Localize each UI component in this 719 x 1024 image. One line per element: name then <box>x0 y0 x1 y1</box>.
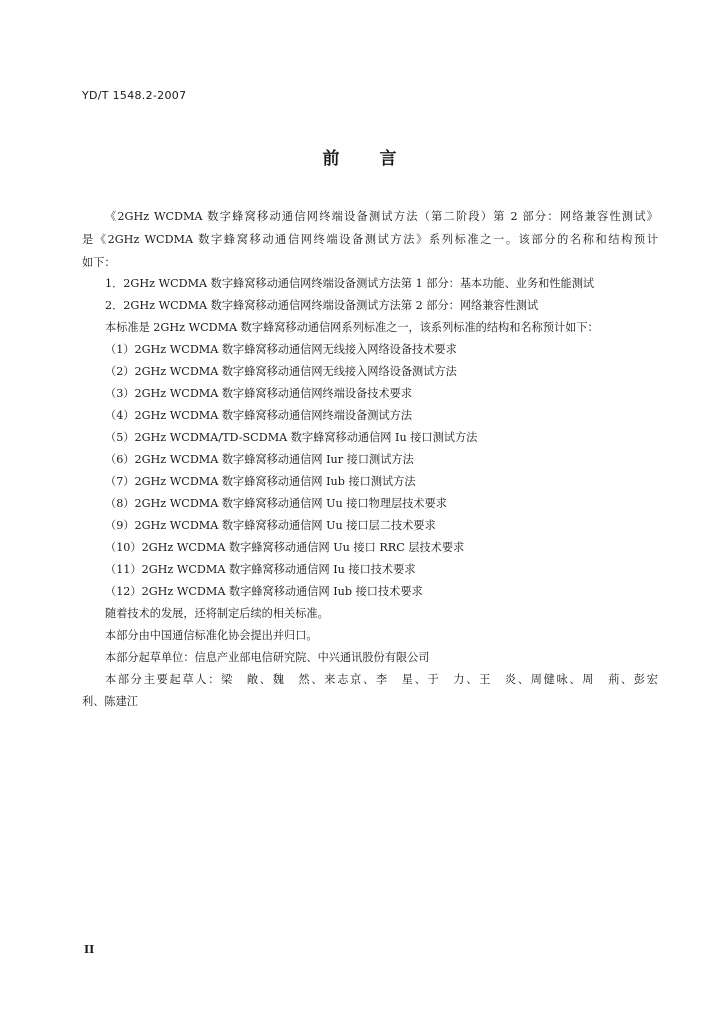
series-item-10: （10）2GHz WCDMA 数字蜂窝移动通信网 Uu 接口 RRC 层技术要求 <box>105 541 465 554</box>
intro-line-3: 如下： <box>82 256 116 269</box>
series-item-4: （4）2GHz WCDMA 数字蜂窝移动通信网终端设备测试方法 <box>105 409 413 422</box>
part-item-2: 2．2GHz WCDMA 数字蜂窝移动通信网终端设备测试方法第 2 部分：网络兼容性测试 <box>105 299 539 312</box>
series-item-7: （7）2GHz WCDMA 数字蜂窝移动通信网 Iub 接口测试方法 <box>105 475 416 488</box>
drafting-units: 本部分起草单位：信息产业部电信研究院、中兴通讯股份有限公司 <box>105 651 430 664</box>
series-item-9: （9）2GHz WCDMA 数字蜂窝移动通信网 Uu 接口层二技术要求 <box>105 519 436 532</box>
series-intro: 本标准是 2GHz WCDMA 数字蜂窝移动通信网系列标准之一，该系列标准的结构和名称预计如下： <box>105 321 599 334</box>
part-item-1: 1．2GHz WCDMA 数字蜂窝移动通信网终端设备测试方法第 1 部分：基本功能、业务和性能测试 <box>105 277 595 290</box>
drafters-line-2: 利、陈建江 <box>82 695 138 708</box>
series-item-12: （12）2GHz WCDMA 数字蜂窝移动通信网 Iub 接口技术要求 <box>105 585 423 598</box>
closing-line-1: 随着技术的发展，还将制定后续的相关标准。 <box>105 607 329 620</box>
series-item-3: （3）2GHz WCDMA 数字蜂窝移动通信网终端设备技术要求 <box>105 387 413 400</box>
series-item-8: （8）2GHz WCDMA 数字蜂窝移动通信网 Uu 接口物理层技术要求 <box>105 497 447 510</box>
title-char-2: 言 <box>379 149 397 169</box>
series-item-2: （2）2GHz WCDMA 数字蜂窝移动通信网无线接入网络设备测试方法 <box>105 365 457 378</box>
series-item-1: （1）2GHz WCDMA 数字蜂窝移动通信网无线接入网络设备技术要求 <box>105 343 457 356</box>
drafters-line-1: 本部分主要起草人：梁 敞、魏 然、来志京、李 星、于 力、王 炎、周健咏、周 荊、彭宏 <box>105 673 658 686</box>
series-item-6: （6）2GHz WCDMA 数字蜂窝移动通信网 Iur 接口测试方法 <box>105 453 414 466</box>
series-item-5: （5）2GHz WCDMA/TD-SCDMA 数字蜂窝移动通信网 Iu 接口测试方法 <box>105 431 478 444</box>
series-item-11: （11）2GHz WCDMA 数字蜂窝移动通信网 Iu 接口技术要求 <box>105 563 416 576</box>
title-char-1: 前 <box>322 149 340 169</box>
intro-line-1: 《2GHz WCDMA 数字蜂窝移动通信网终端设备测试方法（第二阶段）第 2 部分：网络兼容性测试》 <box>105 210 658 223</box>
closing-line-2: 本部分由中国通信标准化协会提出并归口。 <box>105 629 318 642</box>
page-title <box>0 144 719 169</box>
page-number: II <box>84 943 95 956</box>
document-id: YD/T 1548.2-2007 <box>82 89 187 102</box>
intro-line-2: 是《2GHz WCDMA 数字蜂窝移动通信网终端设备测试方法》系列标准之一。该部分的名称和结构预计 <box>82 233 658 246</box>
